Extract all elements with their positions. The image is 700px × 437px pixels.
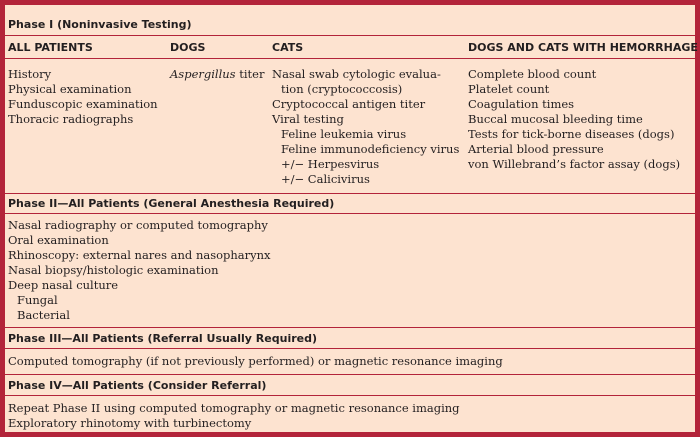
phase3-heading: Phase III—All Patients (Referral Usually Required) (8, 332, 318, 345)
list-item: Nasal radiography or computed tomography (8, 218, 268, 232)
phase2-end-rule (5, 327, 695, 328)
list-item: Coagulation times (468, 97, 575, 111)
phase3-heading-rule (5, 348, 695, 349)
list-item: Funduscopic examination (8, 97, 158, 111)
list-item: Buccal mucosal bleeding time (468, 112, 643, 126)
list-item: Nasal swab cytologic evalua- (272, 67, 441, 81)
column-header-rule (5, 58, 695, 59)
phase3-end-rule (5, 374, 695, 375)
phase1-heading-rule (5, 35, 695, 36)
dogs-list (170, 67, 264, 82)
list-item: Thoracic radiographs (8, 112, 134, 126)
phase1-heading: Phase I (Noninvasive Testing) (8, 18, 192, 31)
phase4-heading-rule (5, 395, 695, 396)
list-item: History (8, 67, 52, 81)
hemorrhage-list (468, 67, 680, 172)
phase4-heading: Phase IV—All Patients (Consider Referral) (8, 379, 267, 392)
list-item: Exploratory rhinotomy with turbinectomy (8, 416, 252, 430)
list-item: tion (cryptococcosis) (281, 82, 403, 96)
list-item: Computed tomography (if not previously performed) or magnetic resonance imaging (8, 354, 503, 368)
titer-text: titer (235, 67, 265, 81)
list-item: +/− Herpesvirus (281, 157, 380, 171)
list-item: von Willebrand’s factor assay (dogs) (468, 157, 681, 171)
list-item: Nasal biopsy/histologic examination (8, 263, 219, 277)
list-item: Physical examination (8, 82, 132, 96)
cats-list (272, 67, 459, 187)
phase3-list (8, 354, 503, 369)
col-header-hemorrhage: DOGS AND CATS WITH HEMORRHAGE (468, 41, 698, 54)
list-item: Fungal (17, 293, 58, 307)
col-header-dogs: DOGS (170, 41, 206, 54)
list-item: Platelet count (468, 82, 550, 96)
phase2-heading-rule (5, 213, 695, 214)
list-item: Cryptococcal antigen titer (272, 97, 426, 111)
list-item: Feline immunodeficiency virus (281, 142, 460, 156)
list-item: Deep nasal culture (8, 278, 119, 292)
list-item: Arterial blood pressure (468, 142, 604, 156)
phase4-list (8, 401, 460, 431)
list-item: +/− Calicivirus (281, 172, 370, 186)
phase1-end-rule (5, 193, 695, 194)
list-item: Viral testing (272, 112, 344, 126)
all-patients-list (8, 67, 158, 127)
list-item: Complete blood count (468, 67, 597, 81)
list-item: Tests for tick-borne diseases (dogs) (468, 127, 675, 141)
col-header-cats: CATS (272, 41, 304, 54)
phase2-heading: Phase II—All Patients (General Anesthesia Required) (8, 197, 335, 210)
list-item: Oral examination (8, 233, 109, 247)
list-item: Bacterial (17, 308, 70, 322)
aspergillus-text: Aspergillus (170, 67, 236, 81)
list-item (170, 67, 264, 82)
list-item: Rhinoscopy: external nares and nasopharynx (8, 248, 271, 262)
col-header-all-patients: ALL PATIENTS (8, 41, 93, 54)
list-item: Repeat Phase II using computed tomography or magnetic resonance imaging (8, 401, 460, 415)
phase2-list (8, 218, 271, 323)
list-item: Feline leukemia virus (281, 127, 407, 141)
